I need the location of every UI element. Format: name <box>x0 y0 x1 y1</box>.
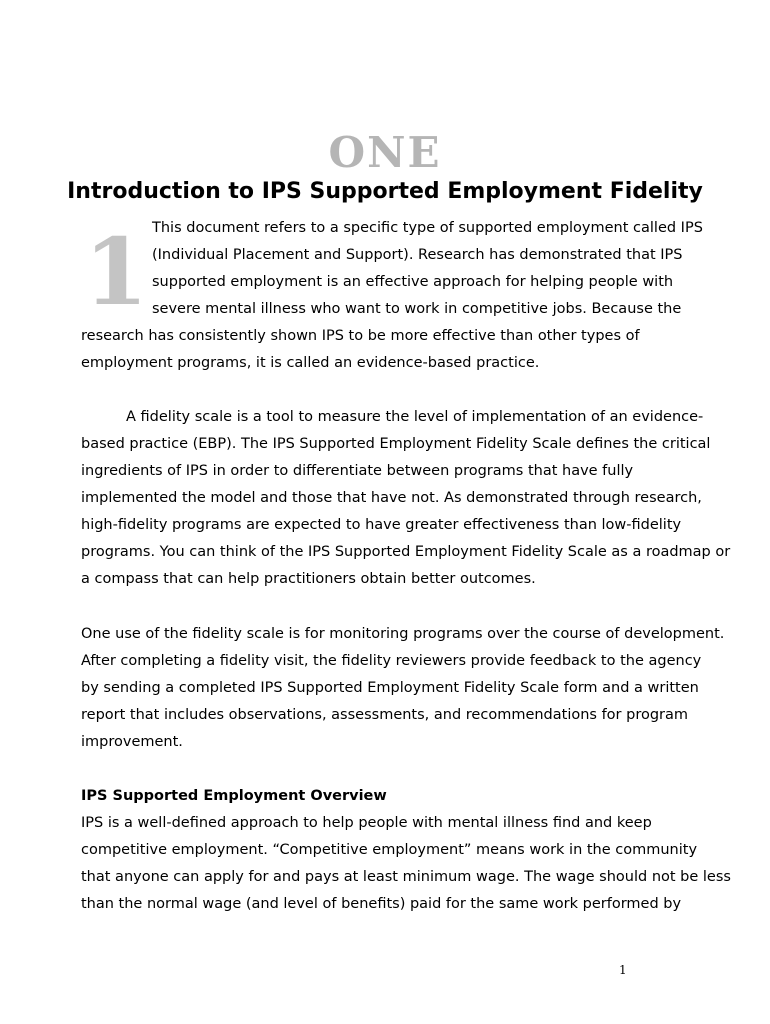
section-heading: IPS Supported Employment Overview <box>81 788 387 804</box>
paragraph-2-line-7: a compass that can help practitioners obtain better outcomes. <box>81 571 536 587</box>
page-title: Introduction to IPS Supported Employment Fidelity <box>67 179 703 204</box>
paragraph-2-line-1: A fidelity scale is a tool to measure the level of implementation of an evidence- <box>126 409 704 425</box>
page-number: 1 <box>619 963 627 977</box>
paragraph-1-line-3: supported employment is an effective approach for helping people with <box>152 274 674 290</box>
paragraph-2-line-2: based practice (EBP). The IPS Supported Employment Fidelity Scale defines the critical <box>81 436 711 452</box>
paragraph-1-line-1: This document refers to a specific type of supported employment called IPS <box>152 220 703 236</box>
paragraph-3-line-4: report that includes observations, assessments, and recommendations for program <box>81 707 689 723</box>
paragraph-3-line-2: After completing a fidelity visit, the fidelity reviewers provide feedback to the agency <box>81 653 702 669</box>
paragraph-3-line-3: by sending a completed IPS Supported Employment Fidelity Scale form and a written <box>81 680 699 696</box>
paragraph-1-line-5: research has consistently shown IPS to be more effective than other types of <box>81 328 640 344</box>
section-line-3: that anyone can apply for and pays at least minimum wage. The wage should not be less <box>81 869 731 885</box>
paragraph-1-line-2: (Individual Placement and Support). Research has demonstrated that IPS <box>152 247 683 263</box>
chapter-label: ONE <box>328 128 442 177</box>
paragraph-3-line-5: improvement. <box>81 734 183 750</box>
paragraph-3-line-1: One use of the fidelity scale is for monitoring programs over the course of development. <box>81 626 725 642</box>
section-line-2: competitive employment. “Competitive employment” means work in the community <box>81 842 698 858</box>
section-line-4: than the normal wage (and level of benefits) paid for the same work performed by <box>81 896 682 912</box>
chapter-numeral: 1 <box>84 218 149 326</box>
paragraph-2-line-5: high-fidelity programs are expected to have greater effectiveness than low-fidelity <box>81 517 682 533</box>
paragraph-1-line-6: employment programs, it is called an evidence-based practice. <box>81 355 540 371</box>
paragraph-1-line-4: severe mental illness who want to work in competitive jobs. Because the <box>152 301 682 317</box>
paragraph-2-line-4: implemented the model and those that have not. As demonstrated through research, <box>81 490 702 506</box>
section-line-1: IPS is a well-defined approach to help people with mental illness find and keep <box>81 815 652 831</box>
paragraph-2-line-3: ingredients of IPS in order to differentiate between programs that have fully <box>81 463 634 479</box>
paragraph-2-line-6: programs. You can think of the IPS Supported Employment Fidelity Scale as a roadmap or <box>81 544 731 560</box>
